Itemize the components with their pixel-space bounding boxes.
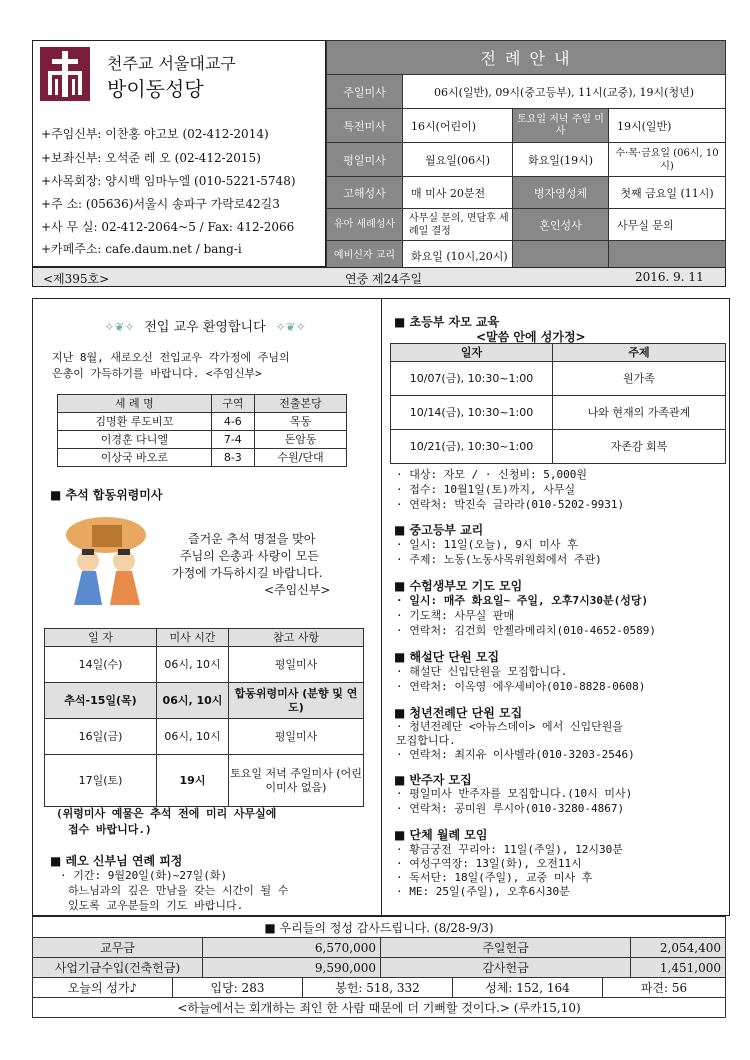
sick-value: 첫째 금요일 (11시) [609, 177, 726, 209]
weekday-mon: 월요일(06시) [403, 143, 513, 177]
chuseok-note-2: 접수 바랍니다.) [68, 823, 152, 836]
table-cell: 토요일 저녁 주일미사 (어린이미사 없음) [229, 755, 364, 807]
staff-line-4: +주 소: (05636)서울시 송파구 가락로42길3 [41, 197, 280, 211]
finance-amount: 1,451,000 [631, 958, 726, 978]
issue-week: 연중 제24주일 [345, 272, 423, 286]
table-cell: 이경훈 다니엘 [58, 431, 212, 449]
square-bullet-icon: ■ [50, 854, 62, 868]
table-cell: 수원/단대 [255, 449, 347, 467]
table-cell: 평일미사 [229, 719, 364, 755]
square-bullet-icon: ■ [394, 523, 406, 537]
infant-label: 유아 세례성사 [327, 209, 403, 241]
table-cell: 4-6 [211, 413, 254, 431]
chuseok-header: 참고 사항 [229, 629, 364, 647]
chuseok-note-1: (위령미사 예물은 추석 전에 미리 사무실에 [56, 807, 277, 820]
parent-edu-title: 초등부 자모 교육 [409, 315, 500, 329]
square-bullet-icon: ■ [394, 579, 406, 593]
wedding-label: 혼인성사 [513, 209, 609, 241]
retreat-title: 레오 신부님 연례 피정 [65, 854, 183, 868]
chuseok-msg-3: 가정에 가득하시길 바랍니다. [172, 566, 323, 580]
square-bullet-icon: ■ [50, 488, 62, 502]
table-cell: 16일(금) [45, 719, 157, 755]
issue-bar [32, 267, 726, 287]
youth-line-2: · 주제: 노동(노동사목위원회에서 주관) [396, 553, 602, 566]
square-bullet-icon: ■ [394, 828, 406, 842]
finance-label: 감사헌금 [381, 958, 631, 978]
ocean-line-2: · 연락처: 이옥영 에우세비아(010-8828-0608) [396, 680, 646, 693]
edu-header: 일자 [391, 344, 553, 362]
staff-line-5: +사 무 실: 02-412-2064~5 / Fax: 412-2066 [41, 220, 295, 234]
table-cell: 06시, 10시 [157, 647, 229, 683]
exam-title-row [394, 577, 522, 594]
sunday-value: 06시(일반), 09시(중고등부), 11시(교중), 19시(청년) [403, 75, 726, 109]
groups-title-row [394, 826, 487, 843]
table-cell: 10/14(금), 10:30~1:00 [391, 396, 553, 430]
table-cell: 원가족 [553, 362, 726, 396]
hymn-recessional: 파견: 56 [603, 978, 726, 998]
youth-choir-line-3: · 연락처: 최지유 이사벨라(010-3203-2546) [396, 748, 635, 761]
staff-line-6: +카페주소: cafe.daum.net / bang-i [41, 242, 242, 256]
confession-value: 매 미사 20분전 [403, 177, 513, 209]
organist-line-2: · 연락처: 공미원 루시아(010-3280-4867) [396, 802, 625, 815]
ocean-line-1: · 해설단 신입단원을 모집합니다. [396, 665, 568, 678]
youth-choir-title: 청년전례단 단원 모집 [409, 706, 523, 720]
empty-cell-2 [609, 241, 726, 271]
edu-header: 주제 [553, 344, 726, 362]
finance-title: ■ 우리들의 정성 감사드립니다. (8/28-9/3) [33, 917, 726, 938]
column-divider [381, 298, 382, 916]
youth-choir-line-1: · 청년전례단 <아뉴스데이> 에서 신입단원을 [396, 720, 623, 733]
groups-line-1: · 황금궁전 꾸리아: 11일(주일), 12시30분 [396, 843, 623, 856]
parent-edu-subtitle: <말씀 안에 성가정> [476, 330, 586, 344]
parish-logo [40, 47, 90, 101]
finance-amount: 9,590,000 [203, 958, 381, 978]
welcome-header: 구역 [211, 395, 254, 413]
exam-line-2: · 기도책: 사무실 판매 [396, 609, 515, 622]
retreat-line-1: · 기간: 9월20일(화)~27일(화) [60, 869, 228, 882]
welcome-header: 전출본당 [255, 395, 347, 413]
table-cell: 합동위령미사 (분향 및 연도) [229, 683, 364, 719]
youth-line-1: · 일시: 11일(오늘), 9시 미사 후 [396, 538, 578, 551]
weekday-wed: 수·목·금요일 (06시, 10시) [609, 143, 726, 177]
parish-org: 천주교 서울대교구 [107, 54, 236, 73]
catechumen-label: 예비신자 교리 [327, 241, 403, 271]
table-cell: 10/21(금), 10:30~1:00 [391, 430, 553, 464]
liturgy-title: 전 례 안 내 [327, 41, 726, 75]
table-cell: 목동 [255, 413, 347, 431]
table-cell: 평일미사 [229, 647, 364, 683]
weekday-label: 평일미사 [327, 143, 403, 177]
hymn-table [32, 977, 726, 1018]
square-bullet-icon: ■ [394, 315, 406, 329]
table-cell: 17일(토) [45, 755, 157, 807]
chuseok-title-row [50, 486, 162, 503]
table-cell: 06시, 10시 [157, 719, 229, 755]
retreat-line-2: 하느님과의 깊은 만남을 갖는 시간이 될 수 [68, 884, 289, 897]
table-cell: 7-4 [211, 431, 254, 449]
parish-info-box [32, 40, 326, 267]
hymn-entrance: 입당: 283 [173, 978, 303, 998]
issue-date: 2016. 9. 11 [635, 270, 704, 284]
ocean-title-row [394, 648, 499, 665]
sick-label: 병자영성체 [513, 177, 609, 209]
table-cell: 19시 [157, 755, 229, 807]
retreat-line-3: 있도록 교우분들의 기도 바랍니다. [68, 899, 244, 912]
welcome-title: 전입 교우 환영합니다 [144, 320, 266, 335]
special-label: 특전미사 [327, 109, 403, 143]
table-cell: 나와 현재의 가족관계 [553, 396, 726, 430]
finance-label: 주일헌금 [381, 938, 631, 958]
table-cell: 김명환 루도비꼬 [58, 413, 212, 431]
groups-line-4: · ME: 25일(주일), 오후6시30분 [396, 885, 570, 898]
groups-line-2: · 여성구역장: 13일(화), 오전11시 [396, 857, 582, 870]
parish-name: 방이동성당 [107, 77, 204, 101]
table-cell: 자존감 회복 [553, 430, 726, 464]
table-cell: 추석-15일(목) [45, 683, 157, 719]
edu-line-2: · 접수: 10월1일(토)까지, 사무실 [396, 483, 576, 496]
wedding-value: 사무실 문의 [609, 209, 726, 241]
youth-title-row [394, 521, 483, 538]
square-bullet-icon: ■ [394, 773, 406, 787]
parent-edu-table [390, 343, 726, 464]
family-illustration-icon [52, 505, 160, 613]
issue-number: <제395호> [43, 272, 110, 286]
welcome-header: 세 례 명 [58, 395, 212, 413]
empty-cell [513, 241, 609, 271]
edu-line-1: · 대상: 자모 / · 신청비: 5,000원 [396, 468, 587, 481]
retreat-title-row [50, 852, 182, 869]
special-value: 16시(어린이) [403, 109, 513, 143]
finance-amount: 6,570,000 [203, 938, 381, 958]
chuseok-illustration [52, 505, 160, 613]
organist-title: 반주자 모집 [409, 773, 472, 787]
infant-value: 사무실 문의, 면담후 세례일 결정 [403, 209, 513, 241]
liturgy-guide [326, 40, 726, 267]
hymn-label: 오늘의 성가♪ [33, 978, 173, 998]
church-logo-icon [40, 47, 90, 101]
catechumen-value: 화요일 (10시,20시) [403, 241, 513, 271]
table-cell: 이상국 바오로 [58, 449, 212, 467]
chuseok-msg-1: 즐거운 추석 명절을 맞아 [188, 532, 316, 546]
finance-label: 사업기금수입(건축헌금) [33, 958, 203, 978]
chuseok-title: 추석 합동위령미사 [65, 488, 163, 502]
exam-title: 수험생부모 기도 모임 [409, 579, 523, 593]
hymn-communion: 성체: 152, 164 [453, 978, 603, 998]
ornament-left-icon: ✧❦✧ [104, 320, 135, 334]
table-cell: 8-3 [211, 449, 254, 467]
sat-label: 토요일 저녁 주일 미사 [513, 109, 609, 143]
chuseok-msg-2: 주님의 은총과 사랑이 모든 [180, 549, 319, 563]
table-cell: 10/07(금), 10:30~1:00 [391, 362, 553, 396]
edu-line-3: · 연락처: 박진숙 글라라(010-5202-9931) [396, 498, 625, 511]
exam-line-3: · 연락처: 김건희 안젤라메리치(010-4652-0589) [396, 624, 656, 637]
sunday-label: 주일미사 [327, 75, 403, 109]
youth-title: 중고등부 교리 [409, 523, 484, 537]
finance-table [32, 916, 726, 978]
ocean-title: 해설단 단원 모집 [409, 650, 500, 664]
youth-choir-line-2: 모집합니다. [396, 734, 456, 747]
staff-line-1: +주임신부: 이찬홍 야고보 (02-412-2014) [41, 127, 269, 141]
table-cell: 06시, 10시 [157, 683, 229, 719]
welcome-table [57, 394, 347, 467]
welcome-text-1: 지난 8월, 새로오신 전입교우 각가정에 주님의 [52, 351, 290, 364]
groups-line-3: · 독서단: 18일(주일), 교중 미사 후 [396, 871, 593, 884]
welcome-text-2: 은총이 가득하기를 바랍니다. <주임신부> [52, 367, 262, 380]
square-bullet-icon: ■ [394, 650, 406, 664]
finance-label: 교무금 [33, 938, 203, 958]
confession-label: 고해성사 [327, 177, 403, 209]
welcome-title-row [70, 316, 340, 335]
table-cell: 14일(수) [45, 647, 157, 683]
organist-line-1: · 평일미사 반주자를 모집합니다.(10시 미사) [396, 787, 633, 800]
square-bullet-icon: ■ [394, 706, 406, 720]
table-cell: 돈암동 [255, 431, 347, 449]
hymn-offertory: 봉헌: 518, 332 [303, 978, 453, 998]
sat-value: 19시(일반) [609, 109, 726, 143]
liturgy-table [326, 40, 726, 271]
closing-quote: <하늘에서는 회개하는 죄인 한 사람 때문에 더 기뻐할 것이다.> (루카15,10) [33, 998, 726, 1018]
exam-line-1: · 일시: 매주 화요일~ 주일, 오후7시30분(성당) [396, 594, 649, 607]
chuseok-msg-4: <주임신부> [264, 583, 331, 597]
groups-title: 단체 월례 모임 [409, 828, 488, 842]
weekday-tue: 화요일(19시) [513, 143, 609, 177]
chuseok-header: 미사 시간 [157, 629, 229, 647]
staff-line-2: +보좌신부: 오석준 레 오 (02-412-2015) [41, 151, 261, 165]
ornament-right-icon: ✧❦✧ [275, 320, 306, 334]
chuseok-header: 일 자 [45, 629, 157, 647]
finance-amount: 2,054,400 [631, 938, 726, 958]
staff-line-3: +사목회장: 양시백 임마누엘 (010-5221-5748) [41, 174, 296, 188]
chuseok-table [44, 628, 364, 807]
